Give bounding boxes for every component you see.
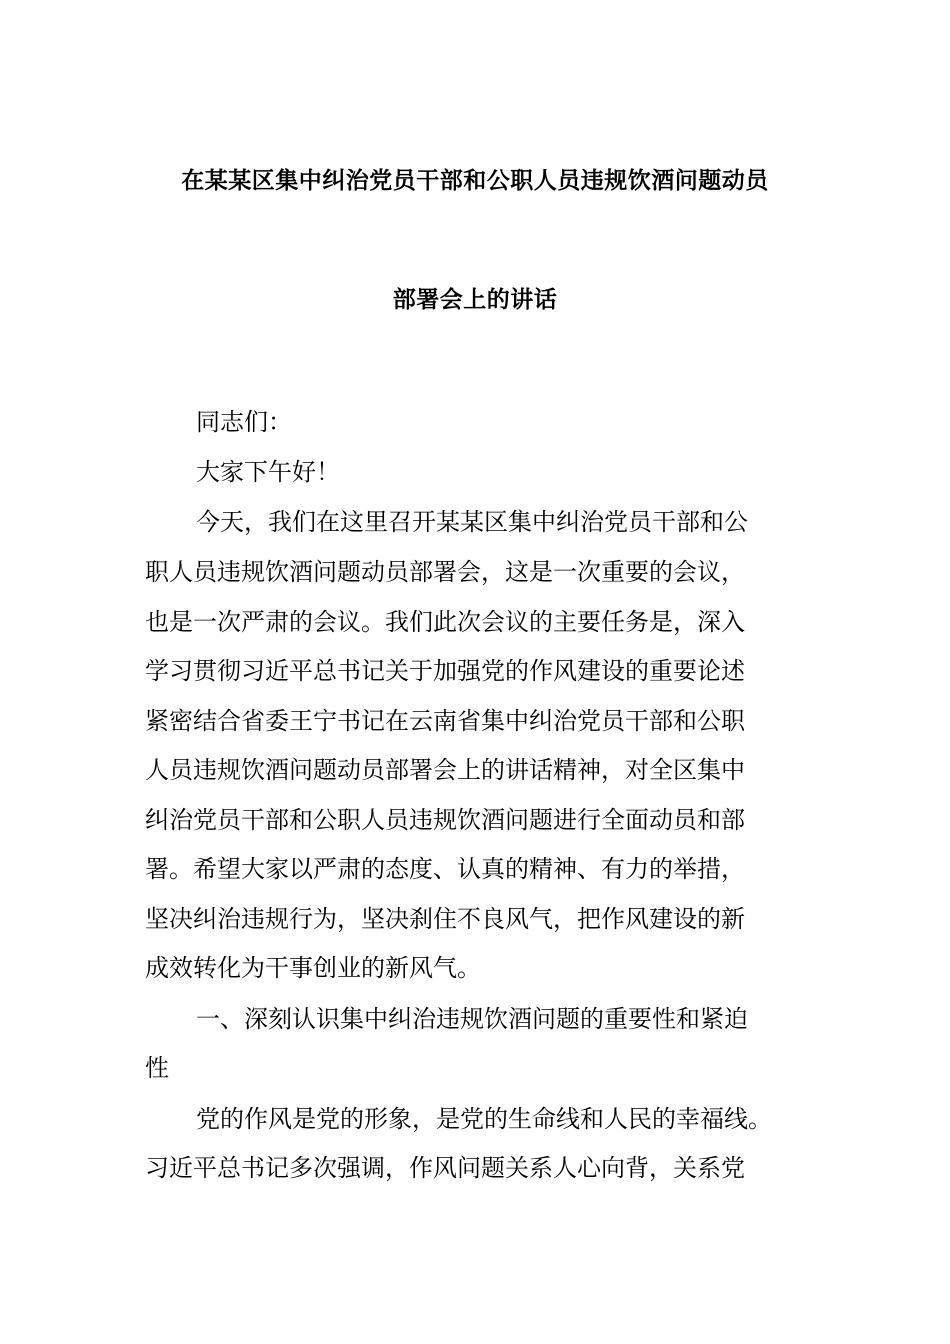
body-line: 紧密结合省委王宁书记在云南省集中纠治党员干部和公职 (145, 707, 745, 735)
document-title-line-2: 部署会上的讲话 (392, 287, 558, 313)
body-line: 纠治党员干部和公职人员违规饮酒问题进行全面动员和部 (145, 806, 745, 834)
body-line: 也是一次严肃的会议。我们此次会议的主要任务是，深入 (145, 608, 745, 636)
body-line: 学习贯彻习近平总书记关于加强党的作风建设的重要论述 (145, 657, 745, 685)
body-line: 今天，我们在这里召开某某区集中纠治党员干部和公 (196, 508, 748, 536)
document-title-line-1: 在某某区集中纠治党员干部和公职人员违规饮酒问题动员 (181, 168, 769, 194)
body-line: 署。希望大家以严肃的态度、认真的精神、有力的举措， (145, 855, 745, 883)
body-line: 党的作风是党的形象，是党的生命线和人民的幸福线。 (196, 1105, 772, 1133)
body-line: 职人员违规饮酒问题动员部署会，这是一次重要的会议， (145, 558, 745, 586)
body-line: 坚决纠治违规行为，坚决刹住不良风气，把作风建设的新 (145, 905, 745, 933)
greeting: 大家下午好！ (196, 458, 340, 486)
section-heading-continued: 性 (145, 1054, 169, 1082)
salutation: 同志们： (196, 408, 292, 436)
body-line: 人员违规饮酒问题动员部署会上的讲话精神，对全区集中 (145, 756, 745, 784)
section-heading: 一、深刻认识集中纠治违规饮酒问题的重要性和紧迫 (196, 1005, 748, 1033)
body-line: 成效转化为干事创业的新风气。 (145, 954, 481, 982)
body-line: 习近平总书记多次强调，作风问题关系人心向背，关系党 (145, 1154, 745, 1182)
